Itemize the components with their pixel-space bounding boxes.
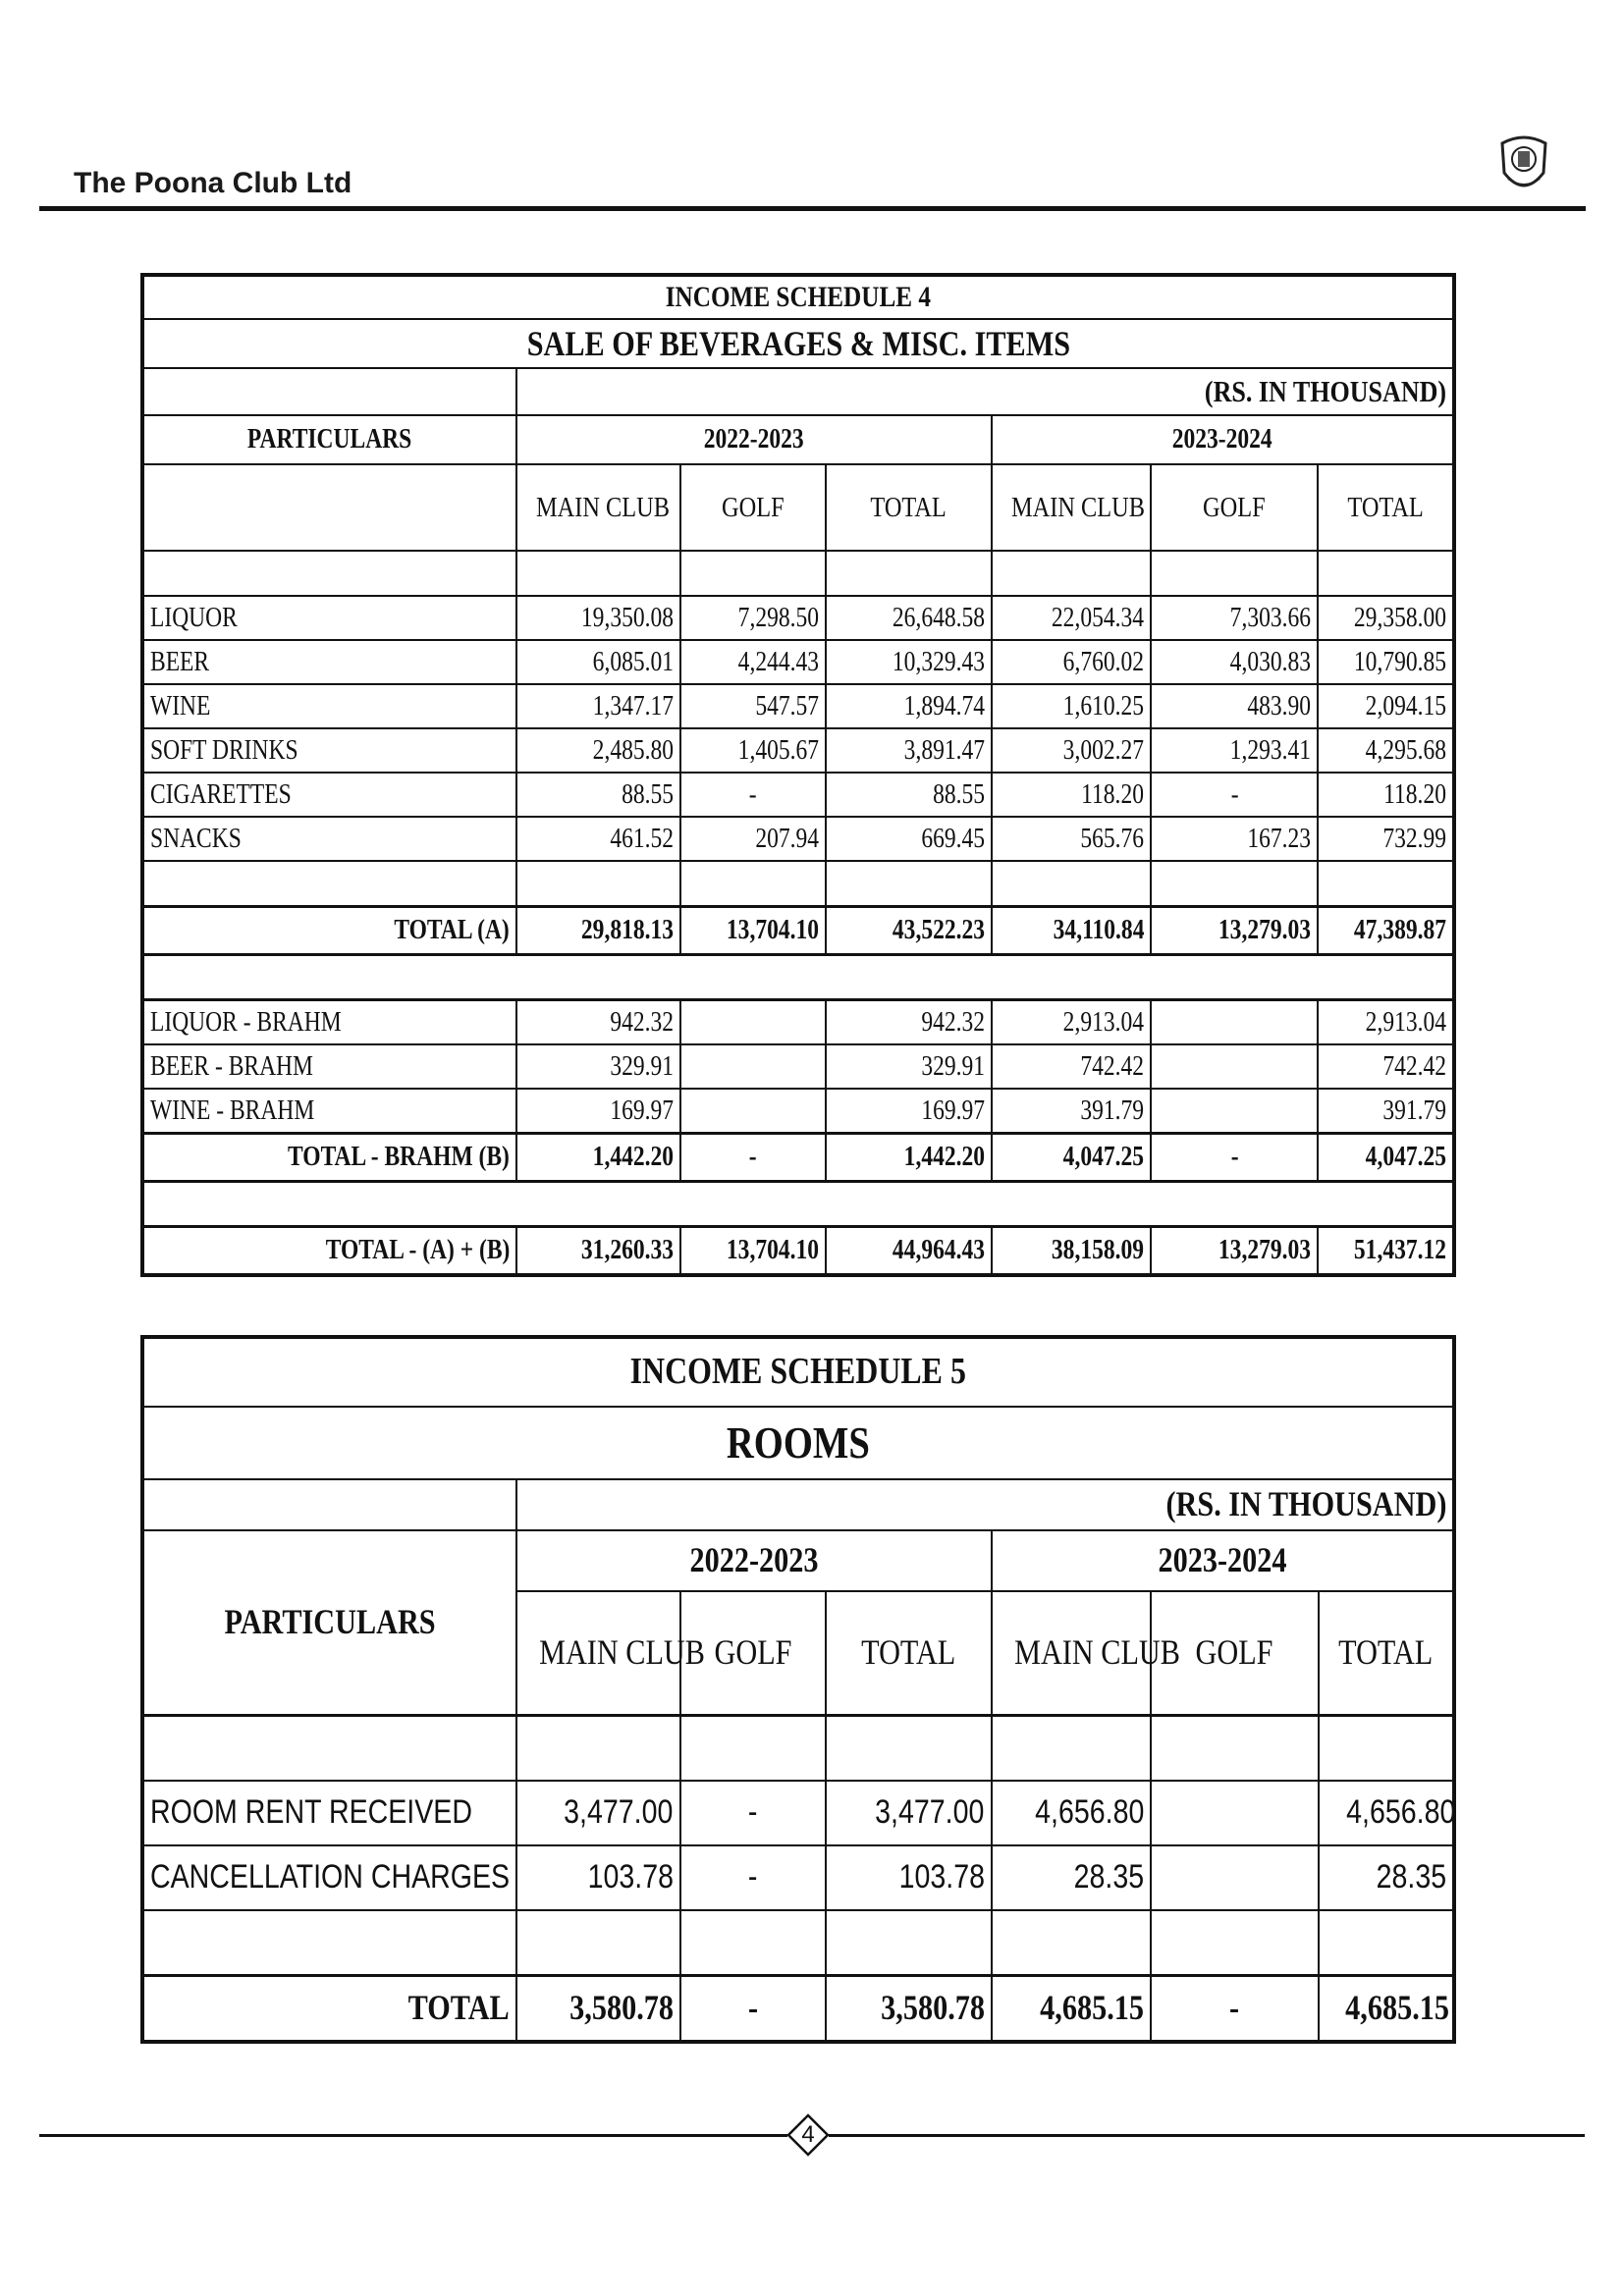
value-cell: 742.42: [1318, 1044, 1454, 1089]
value-cell: 118.20: [1318, 773, 1454, 817]
table-row: [142, 1000, 1454, 1045]
total-cell: -: [680, 1134, 826, 1182]
particulars-header: PARTICULARS: [142, 415, 516, 464]
value-cell: 10,329.43: [826, 640, 991, 684]
value-cell: [1151, 1781, 1319, 1845]
row-label: LIQUOR - BRAHM: [142, 1000, 516, 1045]
club-crest-logo: [1494, 130, 1553, 200]
value-cell: 732.99: [1318, 817, 1454, 861]
blank-cell: [142, 368, 516, 415]
total-cell: 4,047.25: [992, 1134, 1151, 1182]
total-cell: 51,437.12: [1318, 1227, 1454, 1276]
year-header: 2023-2024: [992, 415, 1455, 464]
value-cell: 483.90: [1151, 684, 1319, 728]
column-header: GOLF: [1151, 464, 1319, 551]
footer-rule-right: [829, 2134, 1585, 2137]
value-cell: [680, 1044, 826, 1089]
value-cell: 88.55: [826, 773, 991, 817]
footer-rule-left: [39, 2134, 787, 2137]
total-label: TOTAL (A): [142, 907, 516, 955]
total-cell: 47,389.87: [1318, 907, 1454, 955]
value-cell: 7,303.66: [1151, 596, 1319, 640]
column-header: TOTAL: [826, 1591, 992, 1716]
value-cell: 26,648.58: [826, 596, 991, 640]
row-label: SOFT DRINKS: [142, 728, 516, 773]
value-cell: 2,094.15: [1318, 684, 1454, 728]
total-label: TOTAL: [142, 1976, 516, 2043]
schedule-title: INCOME SCHEDULE 4: [142, 275, 1454, 319]
value-cell: [680, 1089, 826, 1134]
total-cell: -: [680, 1976, 826, 2043]
year-header: 2022-2023: [516, 415, 991, 464]
particulars-header: PARTICULARS: [142, 1530, 516, 1716]
value-cell: 10,790.85: [1318, 640, 1454, 684]
table-row: [142, 817, 1454, 861]
column-header: MAIN CLUB: [992, 464, 1151, 551]
column-header: GOLF: [1151, 1591, 1319, 1716]
total-cell: -: [1151, 1976, 1319, 2043]
value-cell: 6,760.02: [992, 640, 1151, 684]
total-cell: 13,279.03: [1151, 1227, 1319, 1276]
value-cell: 29,358.00: [1318, 596, 1454, 640]
value-cell: -: [680, 1781, 826, 1845]
value-cell: 3,477.00: [826, 1781, 992, 1845]
total-cell: 44,964.43: [826, 1227, 991, 1276]
value-cell: 1,610.25: [992, 684, 1151, 728]
total-cell: 34,110.84: [992, 907, 1151, 955]
total-cell: 13,704.10: [680, 1227, 826, 1276]
club-name: The Poona Club Ltd: [74, 167, 352, 199]
value-cell: [680, 1000, 826, 1045]
total-cell: 4,685.15: [1319, 1976, 1454, 2043]
table-row: [142, 1089, 1454, 1134]
value-cell: 329.91: [826, 1044, 991, 1089]
row-label: WINE - BRAHM: [142, 1089, 516, 1134]
value-cell: 1,293.41: [1151, 728, 1319, 773]
total-row: [142, 907, 1454, 955]
total-cell: 4,685.15: [992, 1976, 1151, 2043]
header-rule: [39, 206, 1586, 211]
value-cell: 3,477.00: [516, 1781, 679, 1845]
table-row: [142, 640, 1454, 684]
value-cell: 742.42: [992, 1044, 1151, 1089]
value-cell: 391.79: [992, 1089, 1151, 1134]
year-header: 2022-2023: [516, 1530, 991, 1591]
table-row: [142, 773, 1454, 817]
total-row: [142, 1134, 1454, 1182]
value-cell: 28.35: [992, 1845, 1151, 1910]
total-cell: 13,279.03: [1151, 907, 1319, 955]
value-cell: -: [1151, 773, 1319, 817]
total-cell: -: [1151, 1134, 1319, 1182]
column-header: MAIN CLUB: [992, 1591, 1151, 1716]
value-cell: 167.23: [1151, 817, 1319, 861]
value-cell: 103.78: [826, 1845, 992, 1910]
total-cell: 3,580.78: [826, 1976, 992, 2043]
value-cell: [1151, 1845, 1319, 1910]
column-header: GOLF: [680, 464, 826, 551]
row-label: ROOM RENT RECEIVED: [142, 1781, 516, 1845]
value-cell: 169.97: [826, 1089, 991, 1134]
value-cell: 2,913.04: [992, 1000, 1151, 1045]
value-cell: [1151, 1000, 1319, 1045]
value-cell: 461.52: [516, 817, 679, 861]
schedule-title: INCOME SCHEDULE 5: [142, 1337, 1454, 1407]
blank-cell: [142, 464, 516, 551]
total-cell: 13,704.10: [680, 907, 826, 955]
schedule-subtitle: ROOMS: [142, 1407, 1454, 1479]
total-label: TOTAL - (A) + (B): [142, 1227, 516, 1276]
column-header: TOTAL: [826, 464, 991, 551]
value-cell: 3,891.47: [826, 728, 991, 773]
value-cell: 2,485.80: [516, 728, 679, 773]
value-cell: 4,656.80: [992, 1781, 1151, 1845]
grand-total-row: [142, 1227, 1454, 1276]
row-label: CIGARETTES: [142, 773, 516, 817]
value-cell: 7,298.50: [680, 596, 826, 640]
value-cell: 942.32: [826, 1000, 991, 1045]
value-cell: 1,894.74: [826, 684, 991, 728]
year-header: 2023-2024: [992, 1530, 1454, 1591]
column-header: TOTAL: [1318, 464, 1454, 551]
table-row: [142, 728, 1454, 773]
income-schedule-5-table: [140, 1335, 1456, 2044]
table-row: [142, 1845, 1454, 1910]
value-cell: 391.79: [1318, 1089, 1454, 1134]
blank-cell: [142, 1479, 516, 1530]
value-cell: 207.94: [680, 817, 826, 861]
value-cell: 169.97: [516, 1089, 679, 1134]
total-cell: 4,047.25: [1318, 1134, 1454, 1182]
value-cell: 22,054.34: [992, 596, 1151, 640]
value-cell: -: [680, 773, 826, 817]
column-header: GOLF: [680, 1591, 826, 1716]
column-header: TOTAL: [1319, 1591, 1454, 1716]
value-cell: 118.20: [992, 773, 1151, 817]
value-cell: 4,656.80: [1319, 1781, 1454, 1845]
total-label: TOTAL - BRAHM (B): [142, 1134, 516, 1182]
value-cell: 942.32: [516, 1000, 679, 1045]
value-cell: 2,913.04: [1318, 1000, 1454, 1045]
value-cell: 19,350.08: [516, 596, 679, 640]
schedule-subtitle: SALE OF BEVERAGES & MISC. ITEMS: [142, 319, 1454, 368]
page-number: 4: [801, 2121, 815, 2148]
value-cell: [1151, 1089, 1319, 1134]
table-row: [142, 596, 1454, 640]
row-label: BEER: [142, 640, 516, 684]
unit-label: (RS. IN THOUSAND): [516, 1479, 1454, 1530]
value-cell: 1,347.17: [516, 684, 679, 728]
row-label: CANCELLATION CHARGES: [142, 1845, 516, 1910]
row-label: BEER - BRAHM: [142, 1044, 516, 1089]
total-row: [142, 1976, 1454, 2043]
value-cell: 4,030.83: [1151, 640, 1319, 684]
value-cell: 4,244.43: [680, 640, 826, 684]
value-cell: 669.45: [826, 817, 991, 861]
value-cell: 88.55: [516, 773, 679, 817]
row-label: WINE: [142, 684, 516, 728]
value-cell: 329.91: [516, 1044, 679, 1089]
row-label: LIQUOR: [142, 596, 516, 640]
value-cell: 28.35: [1319, 1845, 1454, 1910]
value-cell: 3,002.27: [992, 728, 1151, 773]
total-cell: 3,580.78: [516, 1976, 679, 2043]
total-cell: 1,442.20: [826, 1134, 991, 1182]
total-cell: 43,522.23: [826, 907, 991, 955]
total-cell: 31,260.33: [516, 1227, 679, 1276]
value-cell: 103.78: [516, 1845, 679, 1910]
total-cell: 29,818.13: [516, 907, 679, 955]
value-cell: 4,295.68: [1318, 728, 1454, 773]
value-cell: [1151, 1044, 1319, 1089]
table-row: [142, 1781, 1454, 1845]
column-header: MAIN CLUB: [516, 464, 679, 551]
value-cell: 1,405.67: [680, 728, 826, 773]
column-header: MAIN CLUB: [516, 1591, 679, 1716]
total-cell: 1,442.20: [516, 1134, 679, 1182]
unit-label: (RS. IN THOUSAND): [516, 368, 1454, 415]
value-cell: 565.76: [992, 817, 1151, 861]
table-row: [142, 684, 1454, 728]
table-row: [142, 1044, 1454, 1089]
value-cell: -: [680, 1845, 826, 1910]
income-schedule-4-table: [140, 273, 1456, 1277]
total-cell: 38,158.09: [992, 1227, 1151, 1276]
row-label: SNACKS: [142, 817, 516, 861]
value-cell: 6,085.01: [516, 640, 679, 684]
value-cell: 547.57: [680, 684, 826, 728]
